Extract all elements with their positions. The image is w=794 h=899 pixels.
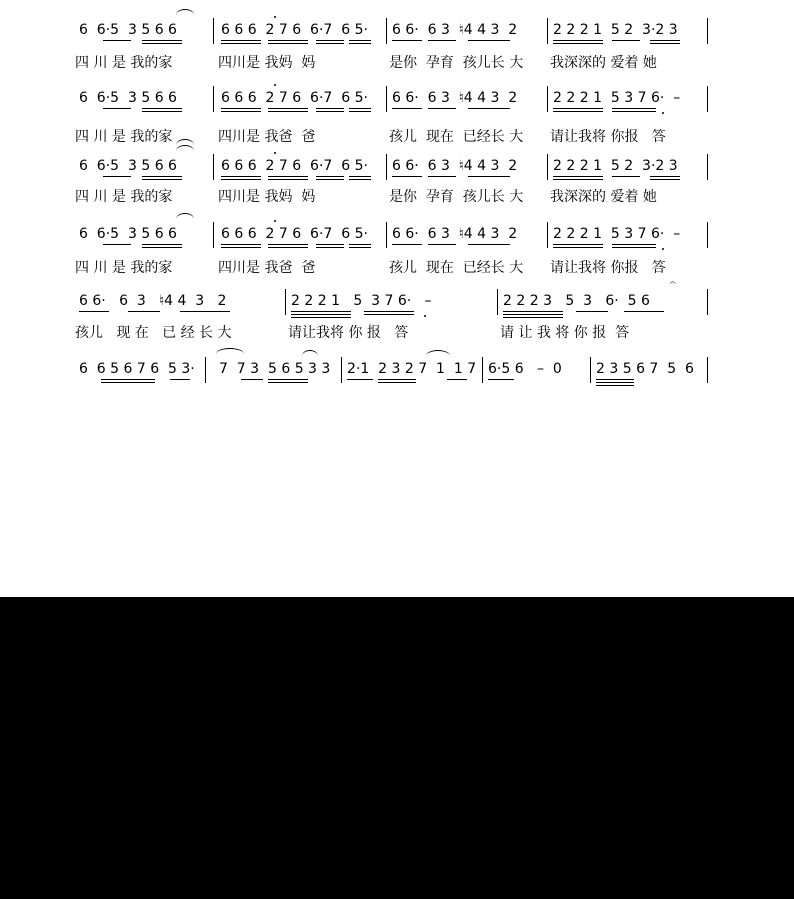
lyric-line: 四 川 是 我的家 bbox=[75, 55, 173, 71]
lyric-line: 孩儿 现 在 已 经 长 大 bbox=[75, 325, 232, 341]
barline bbox=[213, 86, 214, 112]
barline bbox=[547, 18, 548, 44]
barline bbox=[213, 222, 214, 248]
barline bbox=[497, 289, 498, 315]
lyric-line: 孩儿 现在 已经长 大 bbox=[389, 129, 524, 145]
barline bbox=[285, 289, 286, 315]
measure: 6 6 6 2 7 6 6·7 6 5· bbox=[221, 22, 368, 38]
lyric-line: 四 川 是 我的家 bbox=[75, 189, 173, 205]
measure: 6 6·5 3 5 6 6 bbox=[79, 226, 177, 242]
barline bbox=[547, 86, 548, 112]
measure: 7 7 3 5 6 5 3 3 bbox=[219, 361, 331, 377]
measure: 2 2 2 1 5 3 7 6· – bbox=[291, 293, 432, 309]
measure: 6 6 6 2 7 6 6·7 6 5· bbox=[221, 90, 368, 106]
measure: 6 6 6 2 7 6 6·7 6 5· bbox=[221, 226, 368, 242]
measure: 6 6· 6 3 ♮4 4 3 2 bbox=[392, 226, 518, 242]
barline bbox=[707, 86, 708, 112]
barline bbox=[386, 86, 387, 112]
barline bbox=[547, 154, 548, 180]
lyric-line: 请 让 我 将 你 报 答 bbox=[500, 325, 630, 341]
measure: 2 3 5 6 7 5 6 bbox=[596, 361, 694, 377]
lyric-line: 是你 孕育 孩儿长 大 bbox=[389, 189, 524, 205]
measure: 6 6· 6 3 ♮4 4 3 2 bbox=[392, 90, 518, 106]
barline bbox=[707, 154, 708, 180]
barline bbox=[386, 154, 387, 180]
barline bbox=[547, 222, 548, 248]
lyric-line: 孩儿 现在 已经长 大 bbox=[389, 260, 524, 276]
barline bbox=[482, 357, 483, 383]
lyric-line: 四川是 我妈 妈 bbox=[218, 189, 316, 205]
score-sheet: 6 6·5 3 5 6 6 6 6 6 2 7 6 6·7 6 5· 6 6· 6 3 ♮4 4 3 2 2 2 2 1 5 2 3·2 3 四 川 是 我的家 四川是 我妈 妈 是你 孕育 孩儿长 大 我深深的 爱着 她 6 6·5 3 5 6 6 6 6 6 2 7 6 6·7 6 5· 6 6· 6 3 ♮4 4 3 2 2 2 2 1 5 3 7 6· – 四 川 是 我的家 四川是 我爸 爸 孩儿 现在 已经长 大 请让我将 你报 答 6 6·5 3 5 6 6 6 6 6 2 7 6 6·7 6 5· 6 6· 6 3 ♮4 4 3 2 2 2 2 1 5 2 3·2 3 四 川 是 我的家 四川是 我妈 妈 是你 孕育 孩儿长 大 我深深的 爱着 她 6 6·5 3 5 6 6 6 6 6 2 7 6 6·7 6 5· 6 6· 6 3 ♮4 4 3 2 2 2 2 1 5 3 7 6· – 四 川 是 我的家 四川是 我爸 爸 孩儿 现在 已经长 大 请让我将 你报 答 6 6· 6 3 ♮4 4 3 2 2 2 2 1 5 3 7 6· – 2 2 2 3 5 3 6· 5 6 𝄐 孩儿 现 在 已 经 长 大 请让我将 你 报 答 请 让 我 将 你 报 答 6 6 5 6 7 6 5 3· 7 7 3 5 6 5 3 3 2·1 2 3 2 7 1 1 7 6·5 6 – 0 2 3 5 6 7 5 6 bbox=[0, 0, 794, 597]
lyric-line: 四 川 是 我的家 bbox=[75, 129, 173, 145]
measure: 2 2 2 1 5 3 7 6· – bbox=[553, 226, 681, 242]
lyric-line: 请让我将 你 报 答 bbox=[288, 325, 409, 341]
measure: 2 2 2 1 5 3 7 6· – bbox=[553, 90, 681, 106]
measure: 6 6·5 3 5 6 6 bbox=[79, 90, 177, 106]
barline bbox=[213, 18, 214, 44]
lyric-line: 四川是 我爸 爸 bbox=[218, 260, 316, 276]
measure: 6 6 5 6 7 6 5 3· bbox=[79, 361, 195, 377]
measure: 6 6 6 2 7 6 6·7 6 5· bbox=[221, 158, 368, 174]
barline bbox=[386, 18, 387, 44]
lyric-line: 四川是 我爸 爸 bbox=[218, 129, 316, 145]
lyric-line: 我深深的 爱着 她 bbox=[550, 189, 657, 205]
lyric-line: 四 川 是 我的家 bbox=[75, 260, 173, 276]
measure: 6 6· 6 3 ♮4 4 3 2 bbox=[392, 158, 518, 174]
lyric-line: 是你 孕育 孩儿长 大 bbox=[389, 55, 524, 71]
barline bbox=[205, 357, 206, 383]
barline bbox=[213, 154, 214, 180]
measure: 6 6· 6 3 ♮4 4 3 2 bbox=[392, 22, 518, 38]
lyric-line: 请让我将 你报 答 bbox=[550, 129, 666, 145]
barline bbox=[707, 222, 708, 248]
lyric-line: 请让我将 你报 答 bbox=[550, 260, 666, 276]
barline bbox=[341, 357, 342, 383]
barline bbox=[707, 18, 708, 44]
measure: 6·5 6 – 0 bbox=[488, 361, 562, 377]
measure: 6 6·5 3 5 6 6 bbox=[79, 158, 177, 174]
measure: 2 2 2 1 5 2 3·2 3 bbox=[553, 158, 678, 174]
lyric-line: 我深深的 爱着 她 bbox=[550, 55, 657, 71]
measure: 2·1 2 3 2 7 1 1 7 bbox=[347, 361, 477, 377]
barline bbox=[707, 289, 708, 315]
barline bbox=[386, 222, 387, 248]
measure: 6 6· 6 3 ♮4 4 3 2 bbox=[79, 293, 227, 309]
measure: 6 6·5 3 5 6 6 bbox=[79, 22, 177, 38]
lyric-line: 四川是 我妈 妈 bbox=[218, 55, 316, 71]
barline bbox=[590, 357, 591, 383]
measure: 2 2 2 1 5 2 3·2 3 bbox=[553, 22, 678, 38]
measure: 2 2 2 3 5 3 6· 5 6 bbox=[503, 293, 650, 309]
barline bbox=[707, 357, 708, 383]
